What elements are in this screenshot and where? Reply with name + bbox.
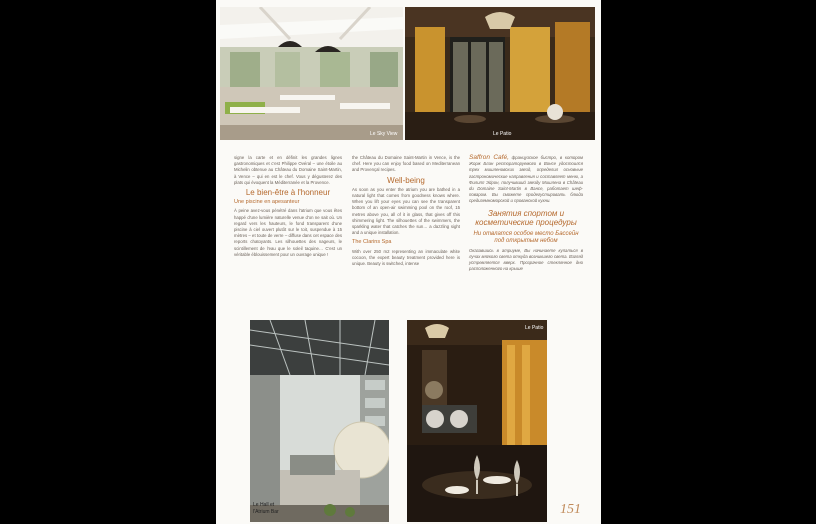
photo-hall-atrium xyxy=(250,320,389,522)
text-column-russian xyxy=(469,155,583,274)
magazine-page xyxy=(216,0,601,524)
patio-bottom-image xyxy=(407,320,547,522)
page-number: 151 xyxy=(560,502,581,517)
text-column-french xyxy=(234,155,342,260)
sky-view-image xyxy=(220,7,403,140)
english-subheading: The Clarins Spa xyxy=(352,239,392,246)
russian-lead: Saffron Café, xyxy=(469,154,509,161)
hall-caption-line2: l'Atrium Bar xyxy=(253,509,279,515)
russian-paragraph: Оказавшись в атриуме, Вы начинаете купаться в лучах мягкого света откуда возникшего света. Взгляд устремляется вверх. Прозрачное стеклянное дно расположенного на крыше xyxy=(469,247,583,272)
photo-sky-view xyxy=(220,7,403,140)
french-section-heading: Le bien-être à l'honneur xyxy=(245,188,331,198)
english-section-heading: Well-being xyxy=(387,175,425,185)
english-intro-paragraph: the Château du Domaine Saint-Martin in Vence, is the chef. Here you can enjoy food based on Mediterranean and Provençal recipes. xyxy=(352,155,460,173)
sky-view-caption: Le Sky View xyxy=(370,131,398,137)
english-paragraph-2: With over 250 m2 representing an immaculate white cocoon, the expert beauty treatment provided here is unique. Beauty is switched, intense xyxy=(352,248,460,267)
russian-section-heading: Занятия спортом и косметические процедуры xyxy=(475,208,577,227)
hall-caption-line1: Le Hall et xyxy=(253,502,275,508)
photo-patio-bottom xyxy=(407,320,547,522)
russian-intro-text: французское бистро, в котором Жорж Блан рестораторуемого в Вонсе удостоился трех мишленовских звезд, определил основные гастрономические направления и составляет меню, а Филипп Эйрон, получивший звезду Мишлена в Château du Domaine Saint-Martin в Вансе, работает шеф-поваром. Вы сможете продегустировать блюда средиземноморской и прованской кухни. xyxy=(469,155,583,204)
russian-intro-paragraph xyxy=(469,155,583,205)
photo-patio-top xyxy=(405,7,595,140)
russian-subheading: Ни отвлатся особое место Бассейн под открытым небом xyxy=(473,230,579,244)
french-subheading: Une piscine en apesanteur xyxy=(234,199,300,206)
patio-bottom-caption: Le Patio xyxy=(525,325,544,331)
french-intro-paragraph: signe la carte et en définit les grandes lignes gastronomiques et c'est Philippe Ovéral – une étoile au Michelin obtenue au Château du Domaine Saint-Martin, à Vence – qui en est le chef. Vous y dégusterez des plats qui évoquent la Méditerranée et la Provence. xyxy=(234,155,342,185)
hall-atrium-image xyxy=(250,320,389,522)
patio-top-caption: Le Patio xyxy=(493,131,512,137)
french-paragraph: À peine avez-vous pénétré dans l'atrium que vous êtes happé d'une lumière naturelle venue d'on ne sait où. Un regard vers les hauteurs, le fond transparent d'une piscine à ciel ouvert plutôt sur le toit, suspendue à 15 mètres – et toute de verre – diffuse dans cet espace des reports chatoyants. Les silhouettes des nageurs, le scintillement de l'eau que le soleil taquine… C'est un véritable éblouissement pour un ouvrage unique ! xyxy=(234,208,342,257)
patio-top-image xyxy=(405,7,595,140)
text-column-english xyxy=(352,155,460,269)
english-paragraph: As soon as you enter the atrium you are bathed in a natural light that comes from goodness knows where. When you lift your eyes you can see the transparent bottom of an open-air swimming pool on the roof, 15 metres above you, all of it in glass, that gives off this shimmering light. The silhouettes of the swimmers, the sparkling water that catches the sun… a dazzling sight and a unique installation. xyxy=(352,186,460,236)
